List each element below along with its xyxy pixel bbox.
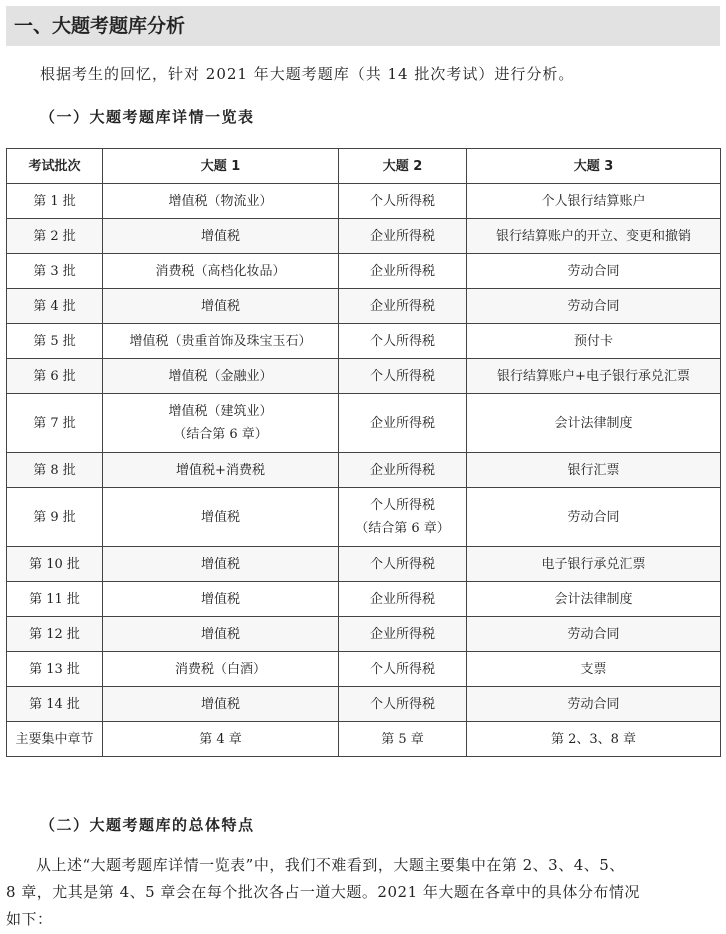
cell-question-3 bbox=[467, 547, 721, 582]
cell-question-1 bbox=[103, 254, 339, 289]
cell-line: 增值税（建筑业） bbox=[168, 404, 273, 419]
table-row bbox=[7, 324, 721, 359]
cell-question-3 bbox=[467, 617, 721, 652]
paragraph-line: 如下： bbox=[6, 910, 53, 928]
cell-question-1 bbox=[103, 289, 339, 324]
cell-batch: 主要集中章节 bbox=[7, 722, 103, 757]
cell-line: 支票 bbox=[580, 661, 607, 677]
subheading-overall-features: （二）大题考题库的总体特点 bbox=[40, 816, 255, 834]
cell-batch: 第 7 批 bbox=[7, 394, 103, 453]
table-row bbox=[7, 617, 721, 652]
paragraph-line: 从上述“大题考题库详情一览表”中，我们不难看到，大题主要集中在第 2、3、4、5、 bbox=[36, 856, 625, 874]
cell-question-3 bbox=[467, 722, 721, 757]
cell-line: 银行结算账户的开立、变更和撤销 bbox=[495, 228, 691, 244]
header-batch: 考试批次 bbox=[7, 149, 103, 184]
cell-batch: 第 12 批 bbox=[7, 617, 103, 652]
cell-batch: 第 14 批 bbox=[7, 687, 103, 722]
cell-question-1 bbox=[103, 359, 339, 394]
cell-question-3 bbox=[467, 324, 721, 359]
cell-line: 增值税 bbox=[200, 626, 240, 642]
subheading-table-overview: （一）大题考题库详情一览表 bbox=[40, 108, 255, 126]
table-row bbox=[7, 219, 721, 254]
cell-line: 企业所得税 bbox=[369, 415, 435, 431]
cell-line: 增值税 bbox=[200, 509, 240, 525]
cell-line: 劳动合同 bbox=[567, 696, 620, 712]
cell-line: （结合第 6 章） bbox=[355, 521, 450, 536]
cell-line: 个人所得税 bbox=[369, 193, 435, 209]
cell-question-1 bbox=[103, 453, 339, 488]
cell-question-3 bbox=[467, 687, 721, 722]
cell-question-1 bbox=[103, 184, 339, 219]
cell-line: 企业所得税 bbox=[369, 462, 435, 478]
cell-question-3 bbox=[467, 219, 721, 254]
cell-line: 企业所得税 bbox=[369, 263, 435, 279]
cell-question-1 bbox=[103, 617, 339, 652]
cell-line: 电子银行承兑汇票 bbox=[541, 556, 646, 572]
cell-question-3 bbox=[467, 394, 721, 453]
cell-line: 个人所得税 bbox=[369, 368, 435, 384]
cell-line: 第 4 章 bbox=[199, 731, 242, 747]
cell-line: 增值税（物流业） bbox=[168, 193, 273, 209]
table-row bbox=[7, 687, 721, 722]
cell-question-3 bbox=[467, 582, 721, 617]
table-row bbox=[7, 184, 721, 219]
cell-line: 增值税 bbox=[200, 556, 240, 572]
table-row bbox=[7, 254, 721, 289]
cell-question-2 bbox=[339, 394, 467, 453]
table-row bbox=[7, 359, 721, 394]
cell-batch: 第 9 批 bbox=[7, 488, 103, 547]
cell-line: 消费税（高档化妆品） bbox=[155, 263, 286, 279]
cell-line: 增值税 bbox=[200, 591, 240, 607]
cell-line: 增值税（金融业） bbox=[168, 368, 273, 384]
cell-question-2 bbox=[339, 359, 467, 394]
cell-line: 会计法律制度 bbox=[554, 415, 633, 431]
cell-line: 个人所得税 bbox=[369, 661, 435, 677]
cell-line: 会计法律制度 bbox=[554, 591, 633, 607]
cell-line: 个人所得税 bbox=[369, 333, 435, 349]
cell-line: 个人所得税 bbox=[369, 696, 435, 712]
cell-question-2 bbox=[339, 324, 467, 359]
cell-question-1 bbox=[103, 722, 339, 757]
cell-line: 劳动合同 bbox=[567, 263, 620, 279]
cell-question-1 bbox=[103, 687, 339, 722]
table-row bbox=[7, 722, 721, 757]
cell-question-3 bbox=[467, 488, 721, 547]
cell-question-3 bbox=[467, 254, 721, 289]
cell-question-1 bbox=[103, 488, 339, 547]
cell-question-2 bbox=[339, 722, 467, 757]
cell-question-2 bbox=[339, 652, 467, 687]
cell-line: 增值税 bbox=[200, 696, 240, 712]
cell-line: （结合第 6 章） bbox=[173, 427, 268, 442]
cell-batch: 第 3 批 bbox=[7, 254, 103, 289]
cell-batch: 第 5 批 bbox=[7, 324, 103, 359]
cell-batch: 第 4 批 bbox=[7, 289, 103, 324]
cell-question-1 bbox=[103, 582, 339, 617]
table-row bbox=[7, 582, 721, 617]
cell-line: 劳动合同 bbox=[567, 509, 620, 525]
cell-line: 企业所得税 bbox=[369, 228, 435, 244]
cell-question-2 bbox=[339, 687, 467, 722]
cell-batch: 第 10 批 bbox=[7, 547, 103, 582]
table-body bbox=[7, 184, 721, 757]
cell-line: 企业所得税 bbox=[369, 298, 435, 314]
cell-line: 劳动合同 bbox=[567, 298, 620, 314]
cell-line: 预付卡 bbox=[573, 333, 613, 349]
cell-line: 个人所得税 bbox=[369, 556, 435, 572]
cell-line: 企业所得税 bbox=[369, 591, 435, 607]
cell-question-2 bbox=[339, 547, 467, 582]
cell-line: 增值税（贵重首饰及珠宝玉石） bbox=[129, 333, 312, 349]
cell-question-3 bbox=[467, 652, 721, 687]
exam-table bbox=[6, 148, 721, 757]
cell-batch: 第 11 批 bbox=[7, 582, 103, 617]
cell-line: 增值税 bbox=[200, 298, 240, 314]
cell-line: 个人所得税 bbox=[369, 498, 435, 513]
cell-question-2 bbox=[339, 184, 467, 219]
cell-question-1 bbox=[103, 324, 339, 359]
cell-question-2 bbox=[339, 289, 467, 324]
table-row bbox=[7, 289, 721, 324]
cell-question-3 bbox=[467, 184, 721, 219]
cell-batch: 第 1 批 bbox=[7, 184, 103, 219]
cell-question-1 bbox=[103, 652, 339, 687]
cell-question-1 bbox=[103, 394, 339, 453]
table-row bbox=[7, 488, 721, 547]
cell-line: 消费税（白酒） bbox=[174, 661, 266, 677]
intro-text: 根据考生的回忆，针对 2021 年大题考题库（共 14 批次考试）进行分析。 bbox=[40, 65, 575, 83]
table-row bbox=[7, 547, 721, 582]
cell-line: 第 5 章 bbox=[381, 731, 424, 747]
cell-question-1 bbox=[103, 219, 339, 254]
cell-line: 银行汇票 bbox=[567, 462, 620, 478]
cell-line: 第 2、3、8 章 bbox=[550, 731, 637, 747]
table-row bbox=[7, 453, 721, 488]
cell-question-2 bbox=[339, 219, 467, 254]
section-title: 一、大题考题库分析 bbox=[6, 6, 720, 46]
cell-question-3 bbox=[467, 453, 721, 488]
cell-question-2 bbox=[339, 617, 467, 652]
summary-paragraph bbox=[6, 852, 720, 933]
cell-batch: 第 6 批 bbox=[7, 359, 103, 394]
cell-question-3 bbox=[467, 359, 721, 394]
header-question-3: 大题 3 bbox=[467, 149, 721, 184]
paragraph-line: 8 章，尤其是第 4、5 章会在每个批次各占一道大题。2021 年大题在各章中的具体分布情况 bbox=[6, 883, 640, 901]
cell-line: 个人银行结算账户 bbox=[541, 193, 646, 209]
cell-line: 企业所得税 bbox=[369, 626, 435, 642]
cell-batch: 第 2 批 bbox=[7, 219, 103, 254]
cell-question-1 bbox=[103, 547, 339, 582]
cell-question-3 bbox=[467, 289, 721, 324]
table-header-row bbox=[7, 149, 721, 184]
table-row bbox=[7, 652, 721, 687]
cell-line: 增值税 bbox=[200, 228, 240, 244]
cell-batch: 第 13 批 bbox=[7, 652, 103, 687]
cell-question-2 bbox=[339, 453, 467, 488]
cell-line: 银行结算账户+电子银行承兑汇票 bbox=[497, 368, 690, 384]
cell-line: 劳动合同 bbox=[567, 626, 620, 642]
table-row bbox=[7, 394, 721, 453]
header-question-2: 大题 2 bbox=[339, 149, 467, 184]
cell-question-2 bbox=[339, 488, 467, 547]
cell-line: 增值税+消费税 bbox=[176, 462, 265, 478]
cell-question-2 bbox=[339, 582, 467, 617]
header-question-1: 大题 1 bbox=[103, 149, 339, 184]
cell-question-2 bbox=[339, 254, 467, 289]
cell-batch: 第 8 批 bbox=[7, 453, 103, 488]
